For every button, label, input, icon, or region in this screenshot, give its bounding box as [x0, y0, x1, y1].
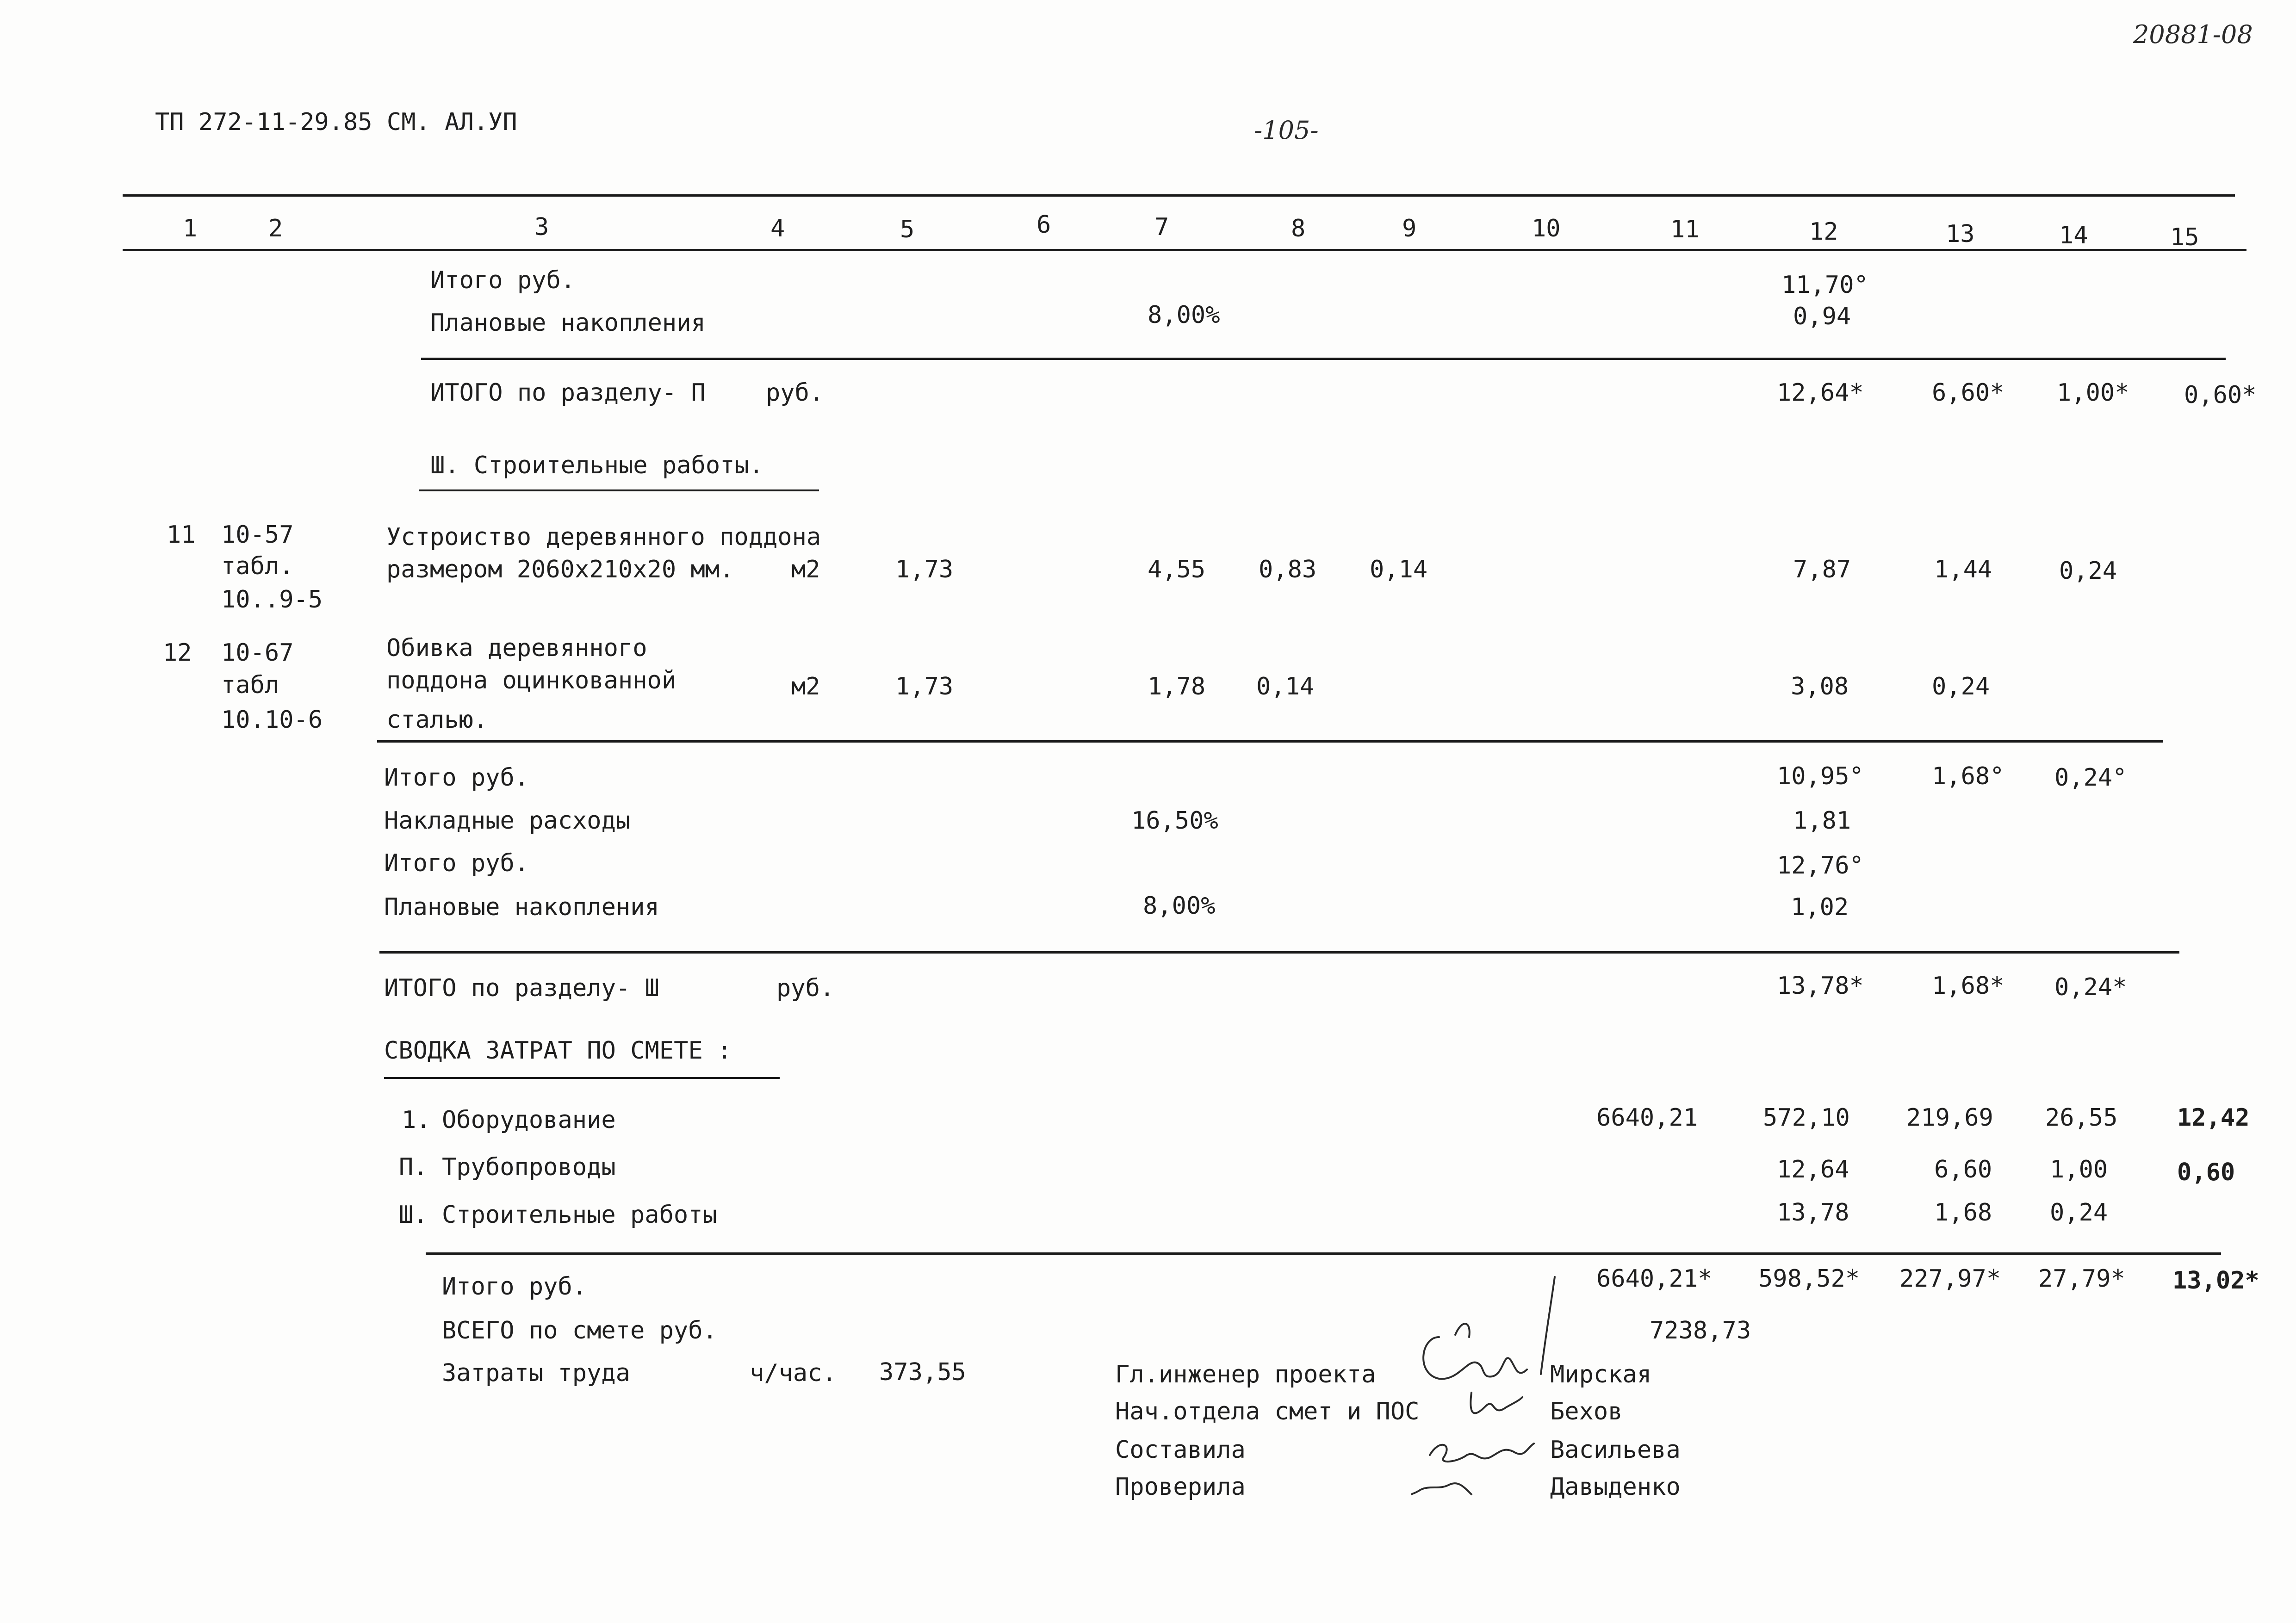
section-total-label: ИТОГО по разделу- Ш [384, 974, 659, 1002]
summary-title: СВОДКА ЗАТРАТ ПО СМЕТЕ : [384, 1037, 732, 1065]
cell-value: 219,69 [1906, 1104, 1993, 1132]
row-label: Плановые накопления [430, 309, 706, 337]
cell-value: 16,50% [1131, 807, 1218, 835]
section-rule [379, 951, 2179, 954]
row-label: Затраты труда [442, 1359, 630, 1387]
signer-name: Васильева [1550, 1436, 1681, 1464]
row-label: Плановые накопления [384, 893, 659, 921]
row-label: Итого руб. [384, 764, 529, 792]
unit: руб. [766, 379, 824, 407]
column-number: 13 [1946, 220, 1975, 248]
cell-value: 3,08 [1791, 673, 1849, 700]
summary-row-label: Трубопроводы [442, 1153, 616, 1181]
corner-note: 20881-08 [2133, 20, 2253, 49]
column-number: 4 [770, 215, 785, 242]
section-rule [377, 740, 2163, 743]
cell-value: 13,78 [1777, 1199, 1849, 1227]
column-number: 10 [1532, 215, 1561, 242]
item-name: поддона оцинкованной [386, 667, 676, 694]
rate-code: табл. [221, 552, 294, 580]
cell-value: 12,42 [2177, 1104, 2250, 1132]
cell-value: 1,02 [1791, 893, 1849, 921]
column-number: 1 [183, 215, 198, 242]
cell-value: 0,14 [1256, 673, 1315, 700]
cell-value: 1,78 [1148, 673, 1206, 700]
unit: м2 [791, 556, 820, 583]
column-number: 2 [268, 215, 283, 242]
cell-value: 0,24° [2054, 764, 2127, 792]
unit: ч/час. [750, 1359, 837, 1387]
cell-value: 4,55 [1148, 556, 1206, 583]
cell-value: 227,97* [1899, 1265, 2001, 1293]
handwritten-signatures [1411, 1268, 1559, 1508]
row-number: 12 [163, 639, 192, 667]
row-label: Итого руб. [430, 266, 576, 294]
unit: руб. [776, 974, 835, 1002]
cell-value: 1,81 [1793, 807, 1851, 835]
column-number: 15 [2170, 223, 2199, 251]
cell-value: 0,24 [2050, 1199, 2108, 1227]
summary-row-number: 1. [402, 1106, 431, 1134]
cell-value: 598,52* [1758, 1265, 1860, 1293]
cell-value: 1,68* [1932, 972, 2004, 1000]
section-total-label: ИТОГО по разделу- П [430, 379, 706, 407]
signer-role: Гл.инженер проекта [1115, 1361, 1376, 1388]
row-label: ВСЕГО по смете руб. [442, 1317, 717, 1344]
cell-value: 0,60 [2177, 1158, 2235, 1186]
column-number: 6 [1036, 211, 1051, 239]
cell-value: 10,95° [1777, 762, 1864, 790]
row-label: Итого руб. [384, 849, 529, 877]
cell-value: 12,76° [1777, 852, 1864, 880]
rate-code: табл [221, 671, 279, 699]
title-underline [384, 1077, 780, 1079]
cell-value: 1,68 [1934, 1199, 1992, 1227]
rate-code: 10.10-6 [221, 706, 323, 734]
cell-value: 6,60 [1934, 1156, 1992, 1183]
cell-value: 12,64 [1777, 1156, 1849, 1183]
cell-value: 1,00* [2057, 379, 2129, 407]
summary-row-number: Ш. [399, 1201, 428, 1229]
cell-value: 8,00% [1143, 892, 1216, 920]
cell-value: 13,02* [2172, 1267, 2259, 1295]
summary-row-label: Оборудование [442, 1106, 616, 1134]
column-number: 5 [900, 216, 915, 243]
column-number: 3 [534, 213, 549, 241]
cell-value: 26,55 [2045, 1104, 2118, 1132]
column-number: 9 [1402, 215, 1417, 242]
document-code: ТП 272-11-29.85 СМ. АЛ.УП [155, 108, 517, 136]
summary-row-number: П. [399, 1153, 428, 1181]
cell-value: 8,00% [1148, 301, 1220, 329]
cell-value: 1,44 [1934, 556, 1992, 583]
cell-value: 0,83 [1259, 556, 1317, 583]
item-name: Устроиство деревянного поддона [386, 523, 821, 551]
row-label: Итого руб. [442, 1273, 587, 1301]
item-name: сталью. [386, 706, 488, 734]
summary-row-label: Строительные работы [442, 1201, 717, 1229]
signer-role: Проверила [1115, 1473, 1246, 1501]
cell-value: 27,79* [2038, 1265, 2125, 1293]
cell-value: 6640,21 [1596, 1104, 1698, 1132]
cell-value: 11,70° [1781, 271, 1868, 299]
rate-code: 10-57 [221, 521, 294, 549]
section-title: Ш. Строительные работы. [430, 452, 764, 479]
item-name: размером 2060х210х20 мм. [386, 556, 734, 583]
cell-value: 0,24 [1932, 673, 1990, 700]
grand-total-value: 7238,73 [1650, 1317, 1751, 1344]
item-name: Обивка деревянного [386, 634, 647, 662]
column-number: 8 [1291, 215, 1306, 242]
signer-role: Нач.отдела смет и ПОС [1115, 1398, 1420, 1425]
cell-value: 0,24* [2054, 973, 2127, 1001]
page-number: -105- [1254, 116, 1319, 145]
cell-value: 0,94 [1793, 303, 1851, 330]
signer-name: Мирская [1550, 1361, 1652, 1388]
header-top-rule [123, 194, 2235, 197]
header-bottom-rule [123, 249, 2246, 251]
cell-value: 0,60* [2184, 381, 2257, 409]
cell-value: 0,14 [1370, 556, 1428, 583]
cell-value: 1,00 [2050, 1156, 2108, 1183]
column-number: 7 [1154, 213, 1169, 241]
signer-name: Давыденко [1550, 1473, 1681, 1501]
cell-value: 1,73 [895, 556, 954, 583]
rate-code: 10-67 [221, 639, 294, 667]
cell-value: 1,68° [1932, 762, 2004, 790]
unit: м2 [791, 673, 820, 700]
title-underline [419, 489, 819, 491]
cell-value: 572,10 [1763, 1104, 1850, 1132]
cell-value: 373,55 [879, 1358, 966, 1386]
rate-code: 10..9-5 [221, 586, 323, 613]
signer-role: Составила [1115, 1436, 1246, 1464]
cell-value: 7,87 [1793, 556, 1851, 583]
section-rule [421, 358, 2226, 360]
summary-rule [426, 1252, 2221, 1255]
column-number: 12 [1809, 218, 1838, 246]
cell-value: 6640,21* [1596, 1265, 1713, 1293]
row-number: 11 [167, 521, 196, 549]
cell-value: 6,60* [1932, 379, 2004, 407]
cell-value: 0,24 [2059, 557, 2117, 585]
cell-value: 12,64* [1777, 379, 1864, 407]
cell-value: 13,78* [1777, 972, 1864, 1000]
row-label: Накладные расходы [384, 807, 631, 835]
cell-value: 1,73 [895, 673, 954, 700]
column-number: 11 [1670, 216, 1700, 243]
signer-name: Бехов [1550, 1398, 1623, 1425]
column-number: 14 [2059, 222, 2088, 249]
